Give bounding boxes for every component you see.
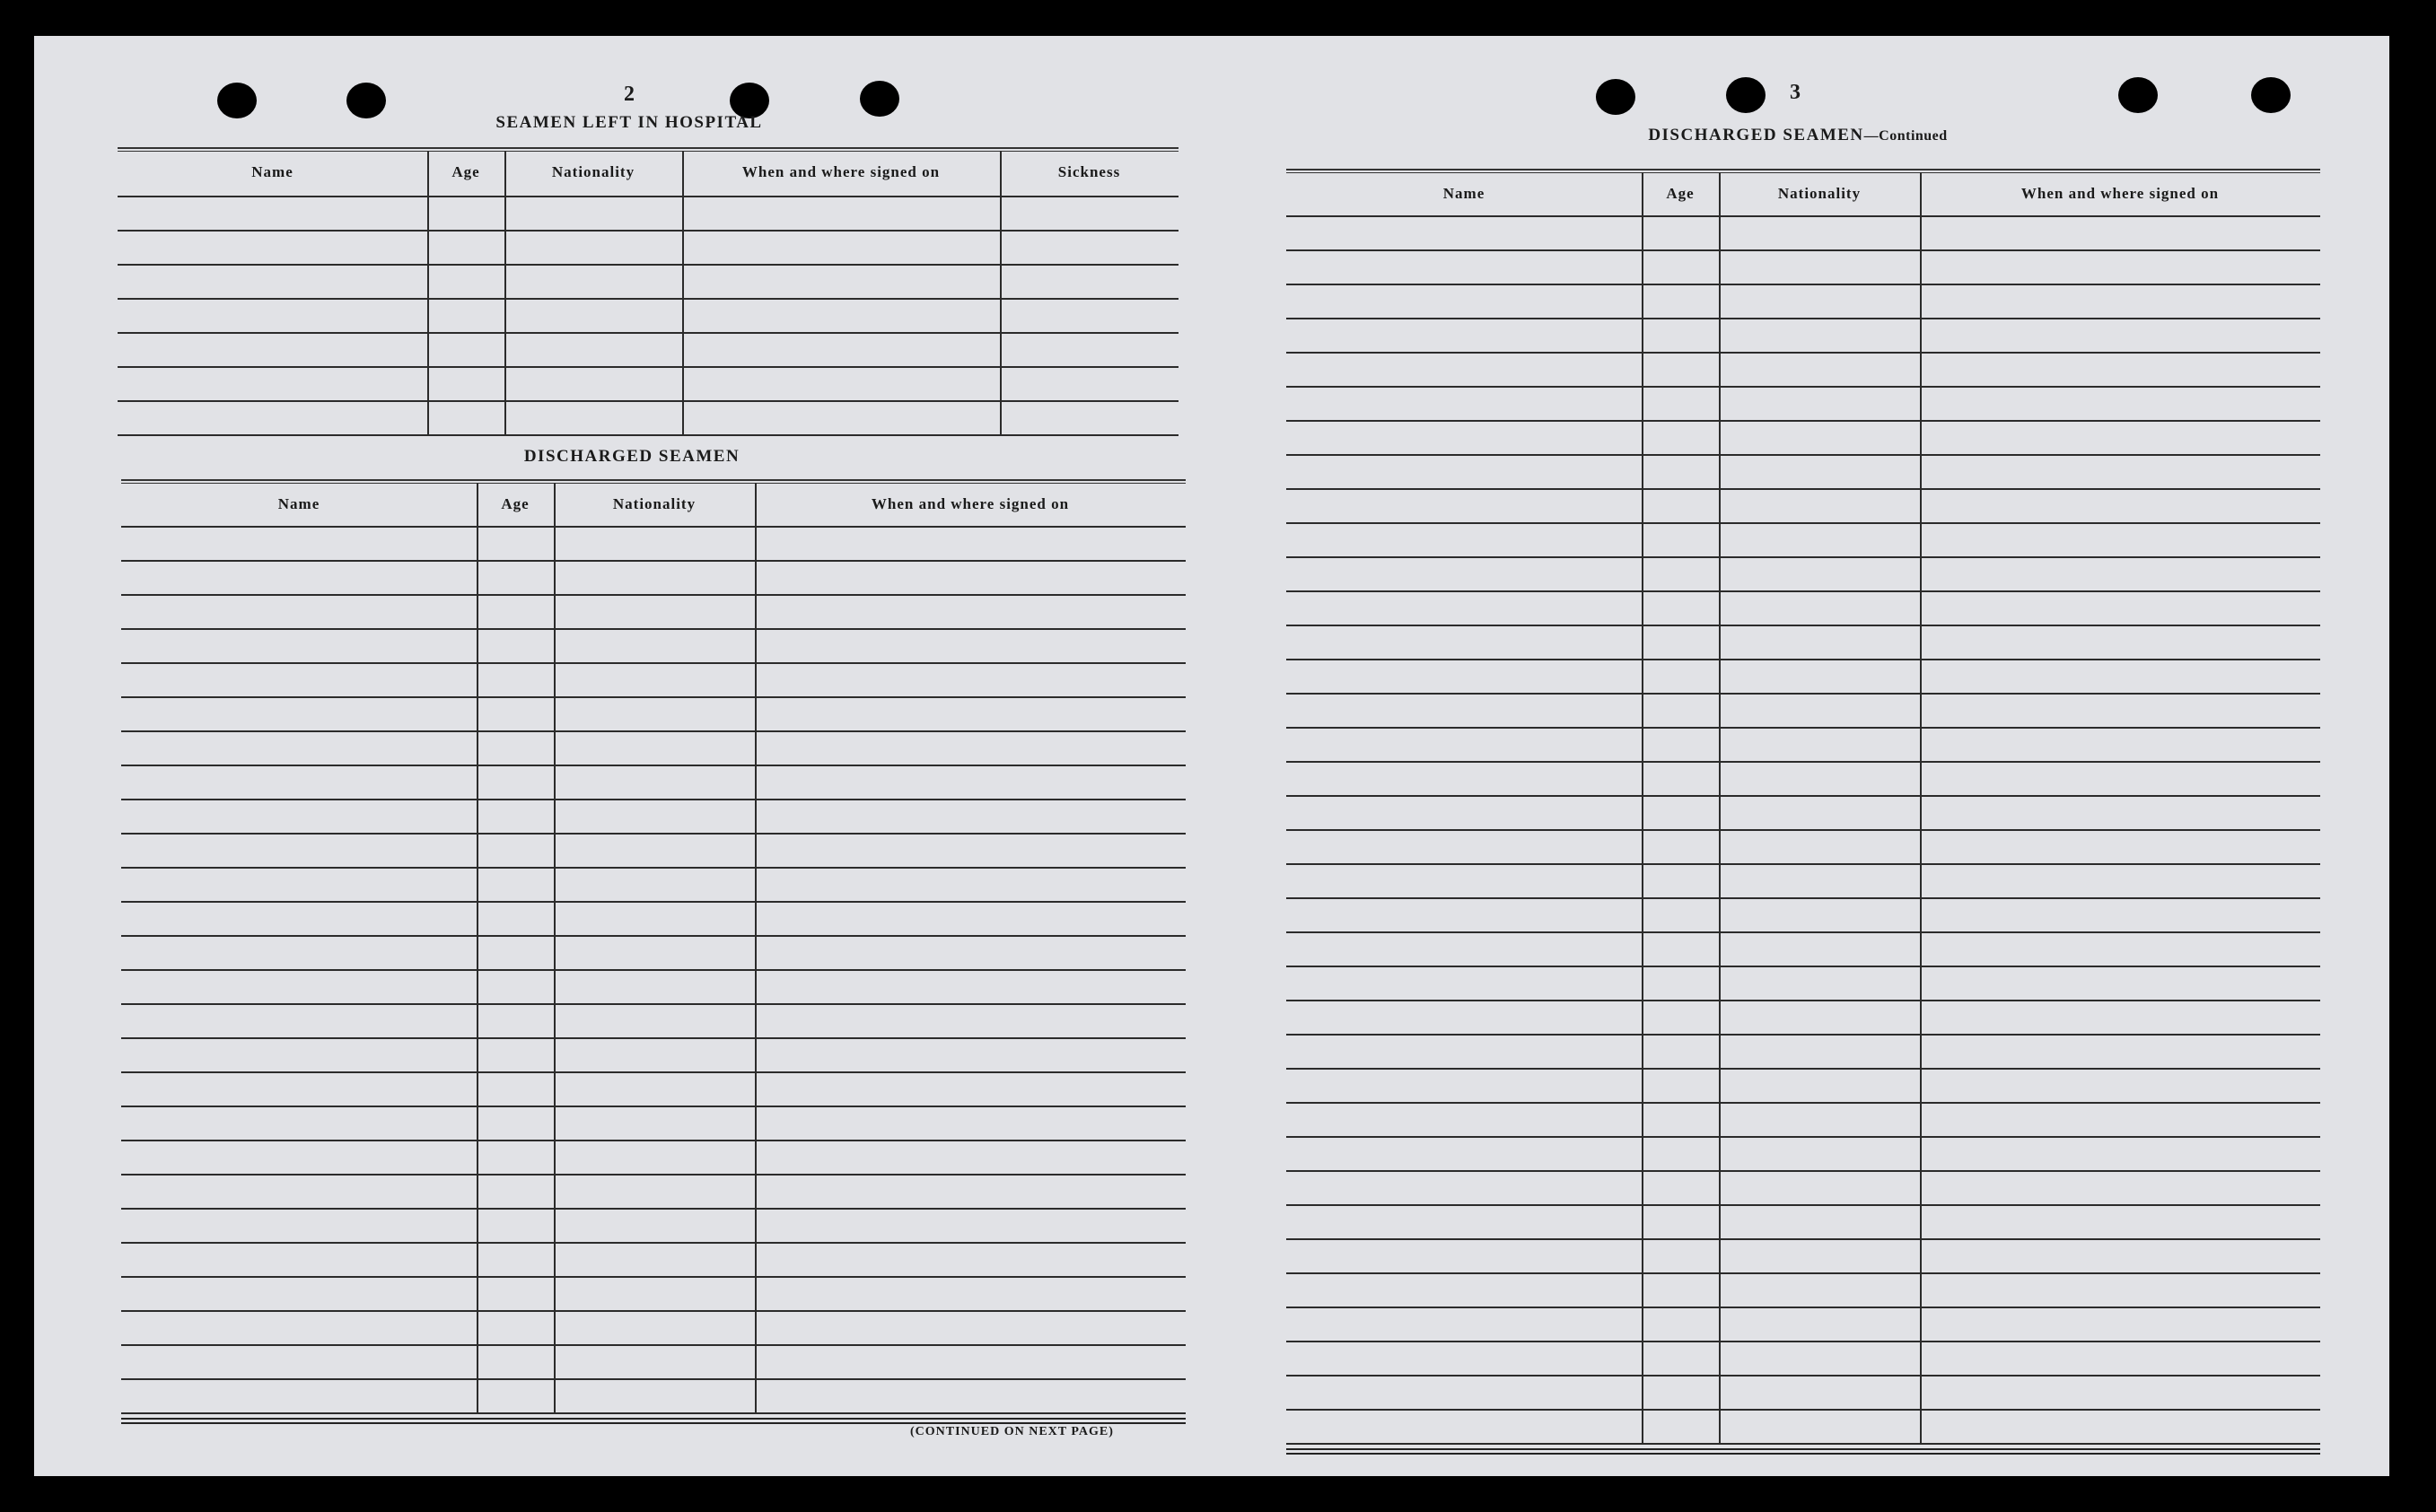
column-header-name: Name [251, 163, 294, 180]
column-header-nationality: Nationality [551, 163, 635, 180]
table-row-rule [121, 1106, 1186, 1107]
table-row-rule [121, 833, 1186, 835]
table-row-rule [1286, 1170, 2320, 1172]
column-header-age: Age [451, 163, 480, 180]
table-row-rule [1286, 1375, 2320, 1377]
table-row-rule [121, 1037, 1186, 1039]
table-row-rule [121, 969, 1186, 971]
punch-hole [860, 81, 899, 117]
column-divider [1000, 151, 1002, 434]
table-row-rule [121, 799, 1186, 800]
table-row-rule [121, 1310, 1186, 1312]
table-row-rule [121, 1412, 1186, 1414]
table-bottom-rule [121, 1418, 1186, 1424]
table-row-rule [1286, 966, 2320, 967]
column-header-nationality: Nationality [612, 495, 697, 512]
column-divider [1920, 172, 1922, 1443]
table-row-rule [121, 560, 1186, 562]
punch-hole [217, 83, 257, 118]
table-row-rule [118, 434, 1179, 436]
column-divider [682, 151, 684, 434]
column-divider [427, 151, 429, 434]
table-row-rule [121, 696, 1186, 698]
table-row-rule [118, 400, 1179, 402]
column-divider [755, 483, 757, 1412]
table-row-rule [1286, 659, 2320, 660]
table-row-rule [121, 1174, 1186, 1176]
table-row-rule [1286, 1409, 2320, 1411]
table-row-rule [121, 526, 1186, 528]
table-row-rule [1286, 1034, 2320, 1036]
column-header-signed-on: When and where signed on [2020, 185, 2220, 202]
table-row-rule [1286, 897, 2320, 899]
punch-hole [346, 83, 386, 118]
section-title-discharged: DISCHARGED SEAMEN [523, 447, 740, 466]
table-row-rule [118, 366, 1179, 368]
table-row-rule [121, 1208, 1186, 1210]
table-row-rule [1286, 1000, 2320, 1001]
table-top-rule [118, 147, 1179, 152]
table-row-rule [118, 264, 1179, 266]
column-header-signed-on: When and where signed on [871, 495, 1070, 512]
column-header-nationality: Nationality [1777, 185, 1862, 202]
document-page [34, 36, 2389, 1476]
table-row-rule [121, 730, 1186, 732]
table-row-rule [118, 230, 1179, 232]
table-row-rule [121, 1071, 1186, 1073]
table-top-rule [121, 479, 1186, 484]
column-header-signed-on: When and where signed on [741, 163, 941, 180]
discharged-table [121, 479, 1186, 1421]
table-row-rule [1286, 352, 2320, 354]
table-row-rule [1286, 1341, 2320, 1342]
table-row-rule [121, 1276, 1186, 1278]
column-header-sickness: Sickness [1057, 163, 1121, 180]
section-title-discharged-continued [1648, 126, 1947, 145]
column-header-name: Name [1442, 185, 1485, 202]
table-row-rule [1286, 625, 2320, 626]
table-row-rule [121, 1242, 1186, 1244]
section-title-suffix: —Continued [1863, 128, 1948, 144]
table-row-rule [1286, 1238, 2320, 1240]
discharged-continued-table [1286, 169, 2320, 1452]
table-row-rule [1286, 318, 2320, 319]
table-row-rule [121, 594, 1186, 596]
column-divider [477, 483, 478, 1412]
punch-hole [2118, 77, 2158, 113]
table-row-rule [1286, 931, 2320, 933]
table-row-rule [121, 1140, 1186, 1141]
table-row-rule [1286, 454, 2320, 456]
table-row-rule [118, 196, 1179, 197]
table-row-rule [1286, 1272, 2320, 1274]
table-row-rule [1286, 1204, 2320, 1206]
table-row-rule [1286, 284, 2320, 285]
table-row-rule [1286, 556, 2320, 558]
section-title-hospital: SEAMEN LEFT IN HOSPITAL [495, 113, 763, 132]
table-row-rule [121, 662, 1186, 664]
table-row-rule [1286, 1102, 2320, 1104]
table-row-rule [1286, 1443, 2320, 1445]
table-row-rule [1286, 215, 2320, 217]
table-row-rule [1286, 795, 2320, 797]
column-divider [1642, 172, 1643, 1443]
continued-note: (CONTINUED ON NEXT PAGE) [910, 1425, 1114, 1438]
column-header-age: Age [501, 495, 530, 512]
table-row-rule [1286, 727, 2320, 729]
column-header-name: Name [277, 495, 320, 512]
table-top-rule [1286, 169, 2320, 173]
table-bottom-rule [1286, 1448, 2320, 1455]
punch-hole [2251, 77, 2291, 113]
table-row-rule [1286, 488, 2320, 490]
column-divider [554, 483, 556, 1412]
table-row-rule [1286, 522, 2320, 524]
column-divider [504, 151, 506, 434]
page-number: 3 [1790, 81, 1801, 104]
table-row-rule [1286, 1068, 2320, 1070]
table-row-rule [1286, 386, 2320, 388]
column-divider [1719, 172, 1721, 1443]
table-row-rule [121, 901, 1186, 903]
table-row-rule [1286, 761, 2320, 763]
table-row-rule [121, 765, 1186, 766]
table-row-rule [121, 867, 1186, 869]
table-row-rule [118, 298, 1179, 300]
table-row-rule [121, 628, 1186, 630]
page-number: 2 [624, 83, 635, 106]
punch-hole [1596, 79, 1635, 115]
table-row-rule [1286, 863, 2320, 865]
table-row-rule [121, 935, 1186, 937]
table-row-rule [118, 332, 1179, 334]
table-row-rule [1286, 590, 2320, 592]
punch-hole [1726, 77, 1766, 113]
table-row-rule [1286, 420, 2320, 422]
table-row-rule [121, 1344, 1186, 1346]
table-row-rule [1286, 829, 2320, 831]
table-row-rule [1286, 249, 2320, 251]
table-row-rule [1286, 693, 2320, 695]
column-header-age: Age [1666, 185, 1695, 202]
table-row-rule [1286, 1136, 2320, 1138]
hospital-table [118, 147, 1179, 470]
table-row-rule [121, 1003, 1186, 1005]
table-row-rule [1286, 1307, 2320, 1308]
table-row-rule [121, 1378, 1186, 1380]
section-title-text: DISCHARGED SEAMEN [1648, 126, 1864, 144]
